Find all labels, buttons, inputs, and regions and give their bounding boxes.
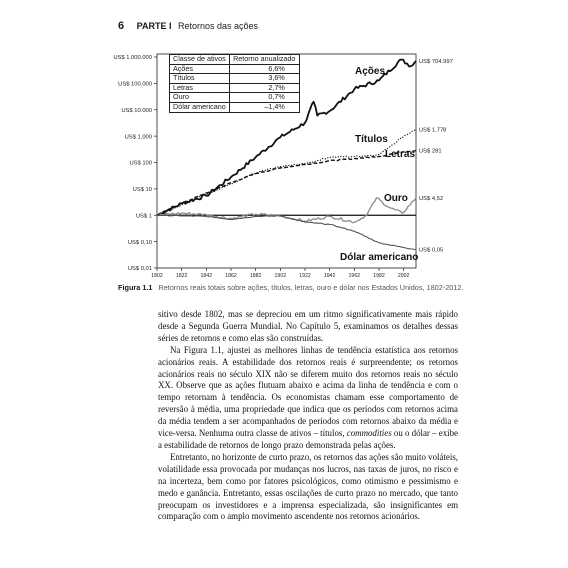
x-tick-label: 1902 (274, 273, 287, 279)
emphasis-text: commodities (346, 428, 392, 439)
y-tick-label: US$ 0,01 (127, 266, 152, 273)
paragraph-text: Na Figura 1.1, ajustei as melhores linhas de tendência estatística aos retornos acionários reais. A estabilidade dos retornos reais é surpreendente; os retornos acionários reais no século XIX não se diferem muito dos retornos reais no século XX. Observe que as ações flutuam abaixo e acima da linha de tendência e com o tempo retornam à tendência. Os economistas chamam esse comportamento de reversão à média, uma propriedade que indica que os períodos com retornos acima da média tendem a ser acompanhados de períodos com retornos abaixo da média e vice-versa. Nenhuma outra classe de ativos – títulos, (158, 344, 458, 439)
end-value-label: US$ 704.997 (419, 59, 453, 66)
table-cell: Letras (170, 83, 230, 93)
table-cell: 6,6% (229, 64, 299, 74)
y-tick-label: US$ 100.000 (118, 81, 152, 88)
x-tick-label: 1822 (175, 273, 188, 279)
series-label: Ouro (384, 193, 408, 204)
table-header-cell: Retorno anualizado (229, 55, 299, 65)
series-label: Letras (385, 149, 416, 160)
end-value-label: US$ 1.778 (419, 127, 447, 134)
paragraph-text: ou o dólar – exibe a estabilidade de retornos de longo prazo demonstrada pelas ações. (158, 428, 458, 450)
table-cell: –1,4% (229, 102, 299, 112)
series-line-ouro (157, 198, 416, 223)
caption-text: Retornos reais totais sobre ações, títulos, letras, ouro e dólar nos Estados Unidos, 1802-2012. (158, 283, 464, 292)
y-tick-label: US$ 1.000.000 (113, 55, 152, 62)
end-value-label: US$ 0,05 (419, 247, 444, 254)
x-tick-label: 1862 (225, 273, 237, 279)
x-tick-label: 1882 (249, 273, 262, 279)
series-label: Dólar americano (340, 252, 419, 263)
table-header-row (170, 55, 300, 65)
paragraph (158, 345, 458, 452)
returns-table (169, 54, 300, 113)
figure-caption (118, 283, 558, 292)
table-cell: Dólar americano (170, 102, 230, 112)
series-line-dolar-americano (157, 215, 416, 250)
paragraph: sitivo desde 1802, mas se depreciou em um ritmo significativamente mais rápido desde a Segunda Guerra Mundial. No Capítulo 5, examinamos os detalhes dessas séries de retornos e como elas são construídas. (158, 309, 458, 343)
x-tick-label: 1842 (200, 273, 213, 279)
x-tick-label: 1802 (151, 273, 163, 279)
series-label: Ações (355, 66, 386, 77)
x-tick-label: 1942 (323, 273, 336, 279)
series-line-letras (157, 151, 416, 216)
table-row (170, 102, 300, 112)
paragraph: Entretanto, no horizonte de curto prazo, os retornos das ações são muito voláteis, volatilidade essa provocada por mudanças nos lucros, nas taxas de juros, no risco e na incerteza, bem como por fatores psicológicos, como otimismo e pessimismo e medo e ganância. Entretanto, essas oscilações de curto prazo no mercado, que tanto preocupam os investidores e a imprensa especializada, são insignificantes em comparação com o amplo movimento ascendente nos retornos acionários. (158, 451, 458, 522)
table-header-cell: Classe de ativos (170, 55, 230, 65)
x-tick-label: 1962 (348, 273, 361, 279)
end-value-label: US$ 281 (419, 148, 442, 155)
table-row (170, 74, 300, 84)
y-tick-label: US$ 1 (135, 213, 152, 220)
y-tick-label: US$ 10.000 (121, 107, 152, 114)
x-tick-label: 2002 (397, 273, 410, 279)
table-cell: 3,6% (229, 74, 299, 84)
y-tick-label: US$ 100 (129, 160, 152, 167)
table-cell: Ouro (170, 93, 230, 103)
figure-label: Figura 1.1 (118, 283, 153, 292)
y-tick-label: US$ 10 (132, 187, 152, 194)
series-label: Títulos (355, 134, 388, 145)
y-tick-label: US$ 1.000 (124, 134, 152, 141)
part-label: PARTE I (136, 21, 172, 31)
section-title: Retornos das ações (178, 21, 259, 31)
table-cell: Títulos (170, 74, 230, 84)
x-tick-label: 1982 (373, 273, 385, 279)
page-number: 6 (118, 20, 125, 32)
end-value-label: US$ 4,52 (419, 195, 444, 202)
body-text (158, 309, 458, 523)
table-cell: 2,7% (229, 83, 299, 93)
y-tick-label: US$ 0,10 (127, 239, 152, 246)
table-cell: 0,7% (229, 93, 299, 103)
x-tick-label: 1922 (299, 273, 311, 279)
table-cell: Ações (170, 64, 230, 74)
